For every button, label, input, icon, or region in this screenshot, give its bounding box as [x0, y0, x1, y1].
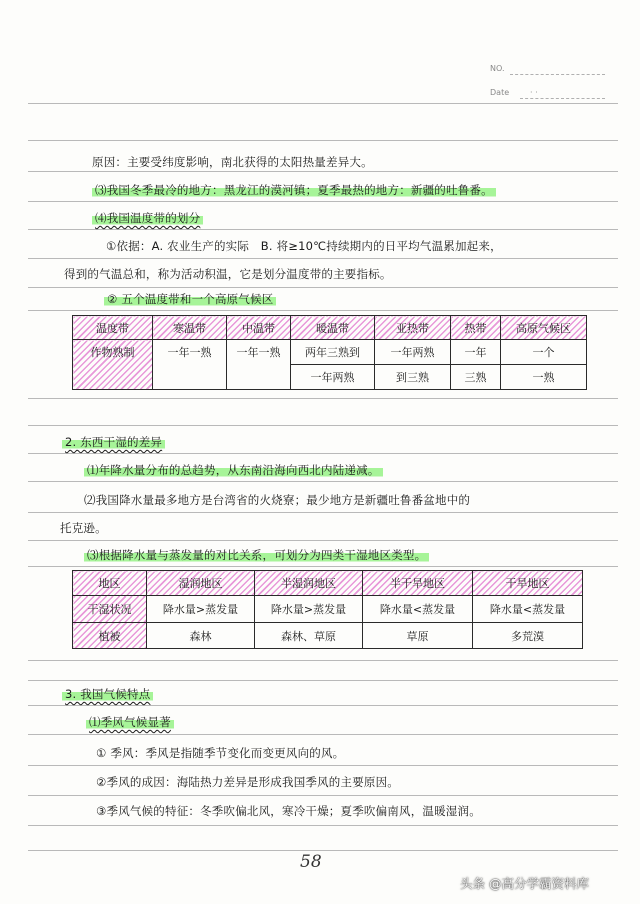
highlight-marker: ② 五个温度带和一个高原气候区	[104, 292, 276, 306]
date-underline	[520, 98, 605, 99]
rule-line	[28, 680, 618, 681]
table-header-row	[73, 571, 583, 596]
table-cell: 多荒漠	[473, 623, 583, 649]
temp-zone-heading	[92, 210, 203, 226]
monsoon-feature-line: ③季风气候的特征：冬季吹偏北风，寒冷干燥；夏季吹偏南风，温暖湿润。	[96, 804, 481, 818]
table-cell: 降水量>蒸发量	[255, 596, 363, 623]
no-underline	[510, 74, 605, 75]
page-number: 58	[300, 852, 322, 872]
table-header-cell: 热带	[451, 316, 501, 340]
table-header-cell: 湿润地区	[147, 571, 255, 596]
rule-line	[28, 140, 618, 141]
dry-wet-region-table	[72, 570, 583, 649]
table-cell: 到三熟	[375, 365, 451, 390]
table-cell: 一年	[451, 340, 501, 365]
row-label-cell: 干湿状况	[73, 596, 147, 623]
dry-wet-types-line	[84, 547, 429, 563]
no-label: NO.	[490, 64, 505, 73]
table-cell: 森林、草原	[255, 623, 363, 649]
rule-line	[28, 734, 618, 735]
cause-line: 原因：主要受纬度影响，南北获得的太阳热量差异大。	[92, 155, 373, 169]
date-dots: · ·	[530, 88, 538, 97]
highlight-marker: ⑶我国冬季最冷的地方：黑龙江的漠河镇；夏季最热的地方：新疆的吐鲁番。	[92, 183, 496, 197]
table-cell: 一熟	[501, 365, 587, 390]
rule-line	[28, 258, 618, 259]
highlight-marker: ⑴年降水量分布的总趋势，从东南沿海向西北内陆递减。	[84, 463, 383, 477]
table-cell: 一年一熟	[227, 340, 291, 390]
table-header-cell: 干旱地区	[473, 571, 583, 596]
rule-line	[28, 201, 618, 202]
rule-line	[28, 287, 618, 288]
table-header-cell: 半干旱地区	[363, 571, 473, 596]
precip-extreme-cont: 托克逊。	[60, 521, 107, 535]
date-label: Date	[490, 88, 510, 97]
highlight-marker: ⑴季风气候显著	[86, 715, 174, 729]
table-row	[73, 340, 587, 365]
rule-line	[28, 765, 618, 766]
table-header-cell: 温度带	[73, 316, 153, 340]
precip-extreme-line: ⑵我国降水量最多地方是台湾省的火烧寮；最少地方是新疆吐鲁番盆地中的	[84, 493, 471, 507]
rule-line	[28, 512, 618, 513]
rule-line	[28, 540, 618, 541]
table-cell: 降水量<蒸发量	[363, 596, 473, 623]
rule-line	[28, 310, 618, 311]
table-cell: 三熟	[451, 365, 501, 390]
table-header-row	[73, 316, 587, 340]
table-cell: 一年两熟	[291, 365, 375, 390]
table-cell: 两年三熟到	[291, 340, 375, 365]
table-cell: 降水量<蒸发量	[473, 596, 583, 623]
rule-line	[28, 566, 618, 567]
table-header-cell: 半湿润地区	[255, 571, 363, 596]
table-header-cell: 中温带	[227, 316, 291, 340]
highlight-marker: ⑷我国温度带的划分	[92, 211, 203, 225]
rule-line	[28, 425, 618, 426]
rule-line	[28, 825, 618, 826]
section3-title	[62, 686, 153, 702]
rule-line	[28, 103, 618, 104]
table-cell: 一个	[501, 340, 587, 365]
basis-line: ①依据：A. 农业生产的实际 B. 将≥10℃持续期内的日平均气温累加起来，	[106, 239, 502, 253]
table-cell: 草原	[363, 623, 473, 649]
table-header-cell: 高原气候区	[501, 316, 587, 340]
watermark: 头条 @高分学霸资料库	[460, 876, 589, 891]
highlight-marker: ⑶根据降水量与蒸发量的对比关系，可划分为四类干湿地区类型。	[84, 548, 429, 562]
table-row	[73, 596, 583, 623]
precip-trend-line	[84, 462, 383, 478]
highlight-marker: 2. 东西干湿的差异	[62, 435, 165, 449]
section2-title	[62, 434, 165, 450]
rule-line	[28, 705, 618, 706]
rule-line	[28, 398, 618, 399]
table-header-cell: 寒温带	[153, 316, 227, 340]
rule-line	[28, 171, 618, 172]
table-cell: 降水量>蒸发量	[147, 596, 255, 623]
zones-subheading	[104, 291, 276, 307]
row-label-cell: 植被	[73, 623, 147, 649]
row-label-cell: 作物熟制	[73, 340, 153, 390]
highlight-marker: 3. 我国气候特点	[62, 687, 153, 701]
rule-line	[28, 229, 618, 230]
rule-line	[28, 453, 618, 454]
table-header-cell: 暖温带	[291, 316, 375, 340]
monsoon-def-line: ① 季风：季风是指随季节变化而变更风向的风。	[96, 746, 345, 760]
basis-cont-line: 得到的气温总和，称为活动积温，它是划分温度带的主要指标。	[64, 267, 392, 281]
rule-line	[28, 660, 618, 661]
table-header-cell: 地区	[73, 571, 147, 596]
table-cell: 森林	[147, 623, 255, 649]
table-cell: 一年两熟	[375, 340, 451, 365]
extreme-temp-line	[92, 182, 496, 198]
monsoon-subheading	[86, 714, 174, 730]
rule-line	[28, 850, 618, 851]
monsoon-cause-line: ②季风的成因：海陆热力差异是形成我国季风的主要原因。	[96, 775, 400, 789]
temperature-zone-table	[72, 315, 587, 390]
table-row	[73, 623, 583, 649]
rule-line	[28, 481, 618, 482]
table-cell: 一年一熟	[153, 340, 227, 390]
rule-line	[28, 795, 618, 796]
table-header-cell: 亚热带	[375, 316, 451, 340]
